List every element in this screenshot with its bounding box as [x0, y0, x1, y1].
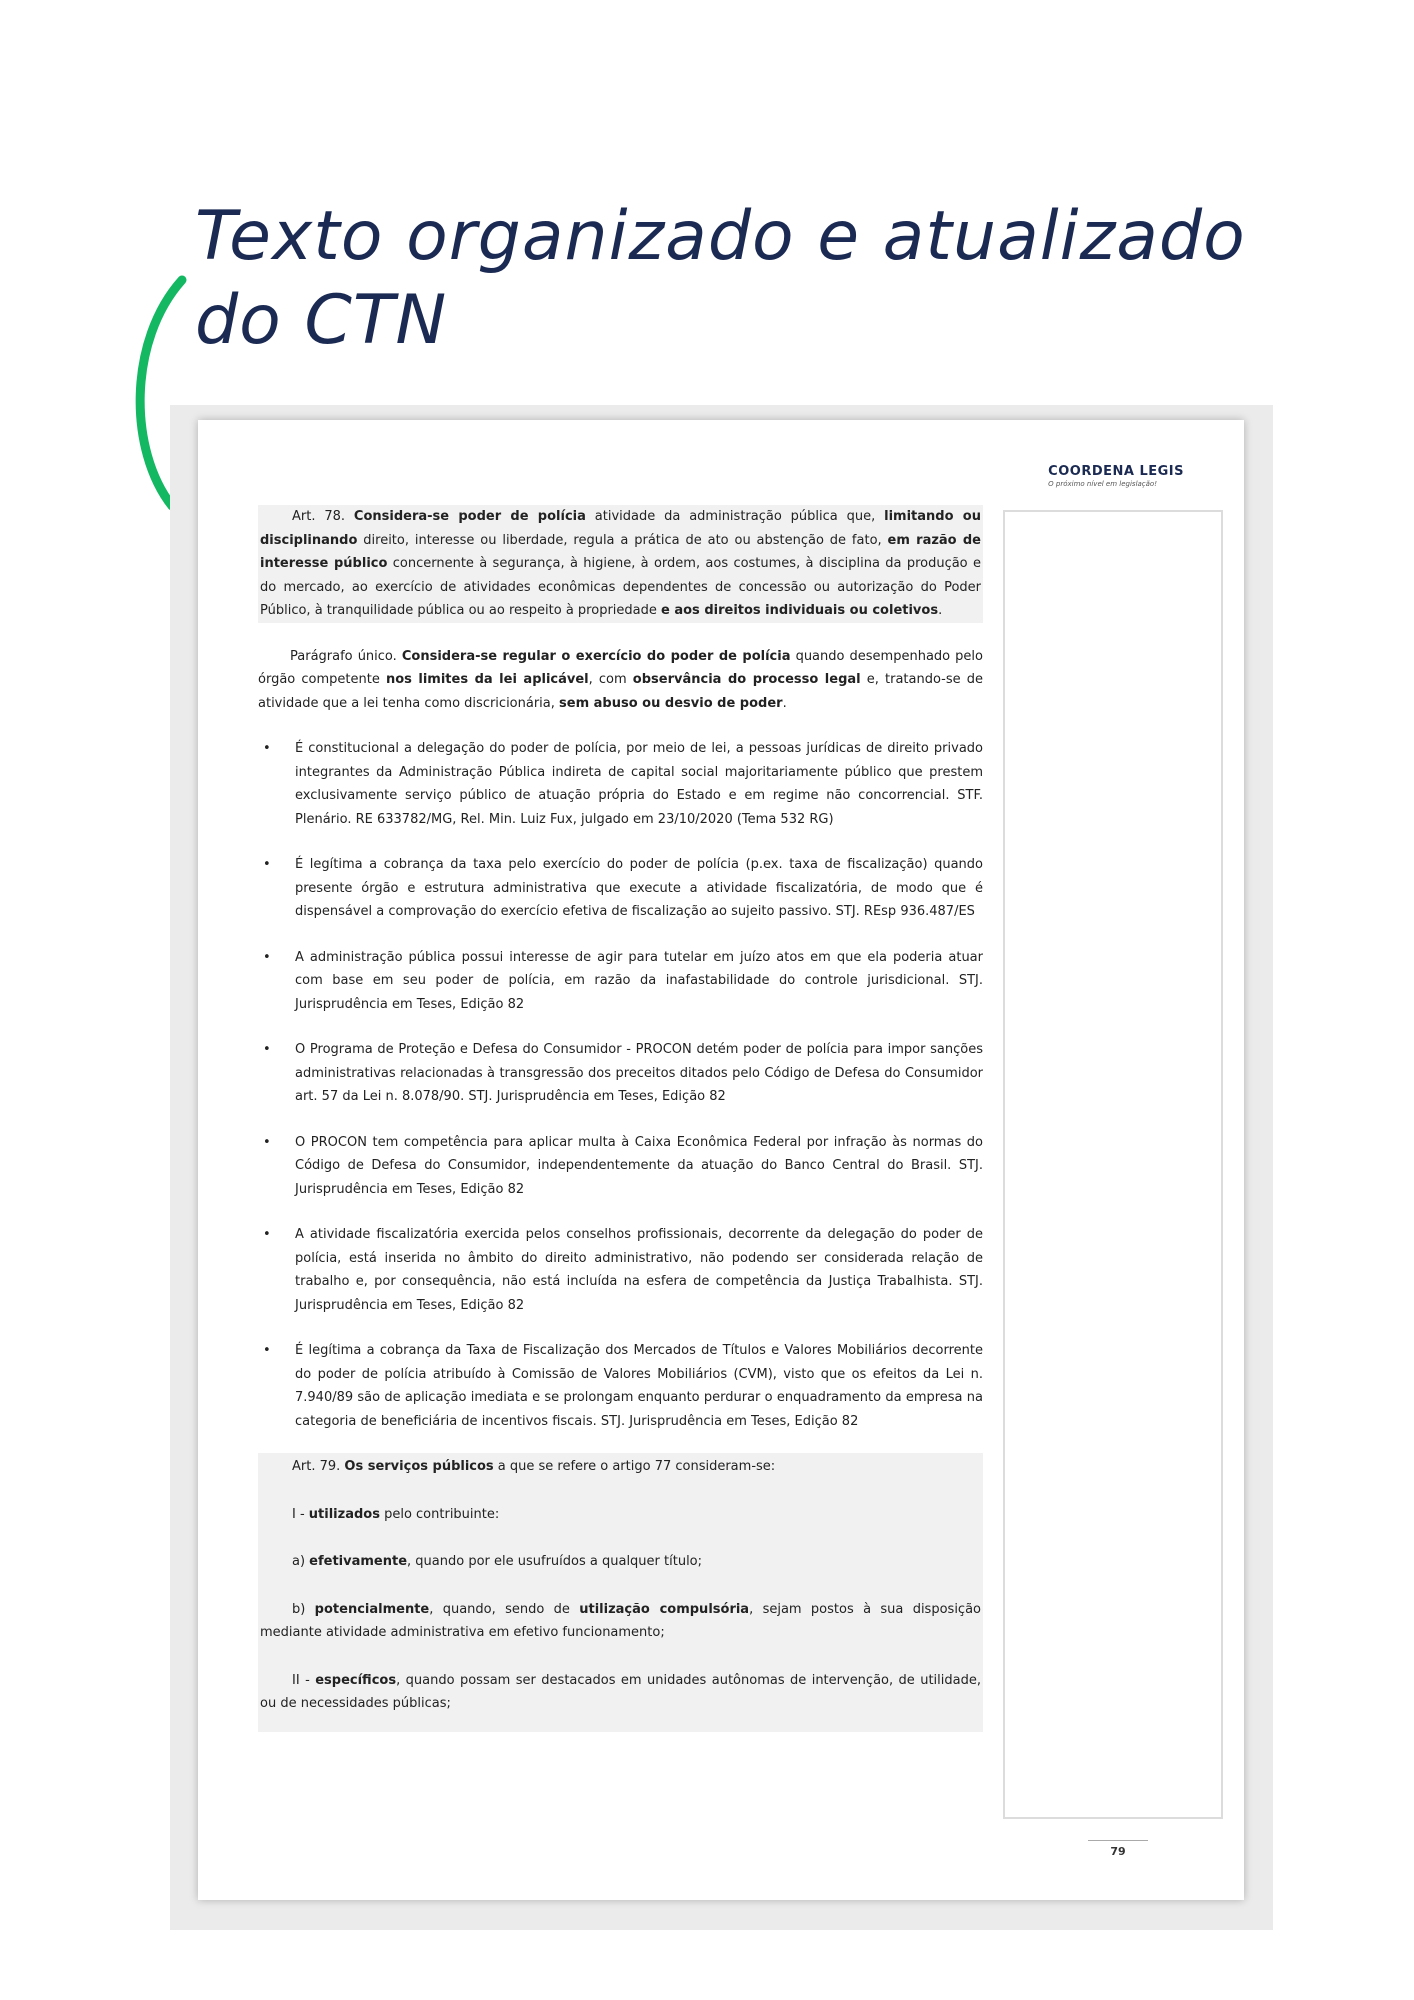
art-78-paragraph: Art. 78. Considera-se poder de polícia atividade da administração pública que, limitando ou disciplinando direito, interesse ou liberdade, regula a prática de ato ou abstenção de fato, em razão de interesse público concernente à segurança, à higiene, à ordem, aos costumes, à disciplina da produção e do mercado, ao exercício de atividades econômicas dependentes de concessão ou autorização do Poder Público, à tranquilidade pública ou ao respeito à propriedade e aos direitos individuais ou coletivos.	[260, 509, 981, 618]
headline-line-2: do CTN	[195, 281, 448, 360]
list-item: • O PROCON tem competência para aplicar multa à Caixa Econômica Federal por infração às normas do Código de Defesa do Consumidor, independentemente da atuação do Banco Central do Brasil. STJ. Jurisprudência em Teses, Edição 82	[258, 1131, 983, 1202]
art-79-item-i: I - utilizados pelo contribuinte:	[292, 1506, 500, 1522]
art-79-paragraph: Art. 79. Os serviços públicos a que se refere o artigo 77 consideram-se:	[292, 1459, 776, 1474]
headline-line-1: Texto organizado e atualizado	[195, 197, 1246, 276]
art-79-item-a: a) efetivamente, quando por ele usufruídos a qualquer título;	[292, 1554, 703, 1569]
page-number: 79	[1110, 1845, 1126, 1858]
brand-name: COORDENA LEGIS	[1048, 464, 1184, 479]
list-item: • É constitucional a delegação do poder de polícia, por meio de lei, a pessoas jurídicas de direito privado integrantes da Administração Pública indireta de capital social majoritariamente público que prestem exclusivamente serviço público de atuação própria do Estado e em regime não concorrencial. STF. Plenário. RE 633782/MG, Rel. Min. Luiz Fux, julgado em 23/10/2020 (Tema 532 RG)	[258, 737, 983, 831]
list-item: • A atividade fiscalizatória exercida pelos conselhos profissionais, decorrente da delegação do poder de polícia, está inserida no âmbito do direito administrativo, não podendo ser considerada relação de trabalho e, por consequência, não está incluída na esfera de competência da Justiça Trabalhista. STJ. Jurisprudência em Teses, Edição 82	[258, 1223, 983, 1317]
paragrafo-unico: Parágrafo único. Considera-se regular o exercício do poder de polícia quando desempenhado pelo órgão competente nos limites da lei aplicável, com observância do processo legal e, tratando-se de atividade que a lei tenha como discricionária, sem abuso ou desvio de poder.	[258, 648, 983, 711]
art-78-block	[258, 505, 983, 623]
art-79-item-b: b) potencialmente, quando, sendo de utilização compulsória, sejam postos à sua disposição mediante atividade administrativa em efetivo funcionamento;	[260, 1601, 981, 1640]
brand-tagline: O próximo nível em legislação!	[1048, 480, 1158, 488]
art-79-item-ii: II - específicos, quando possam ser destacados em unidades autônomas de intervenção, de utilidade, ou de necessidades públicas;	[260, 1672, 981, 1711]
document-content	[258, 505, 983, 1732]
list-item: • É legítima a cobrança da Taxa de Fiscalização dos Mercados de Títulos e Valores Mobiliários decorrente do poder de polícia atribuído à Comissão de Valores Mobiliários (CVM), visto que os efeitos da Lei n. 7.940/89 são de aplicação imediata e se prolongam enquanto perdurar o enquadramento da empresa na categoria de beneficiária de incentivos fiscais. STJ. Jurisprudência em Teses, Edição 82	[258, 1339, 983, 1433]
document-page	[198, 420, 1244, 1900]
headline	[195, 195, 1295, 363]
jurisprudence-list	[258, 737, 983, 1433]
art-79-block	[258, 1453, 983, 1732]
notes-column	[1003, 510, 1223, 1819]
list-item: • É legítima a cobrança da taxa pelo exercício do poder de polícia (p.ex. taxa de fiscalização) quando presente órgão e estrutura administrativa que execute a atividade fiscalizatória, de modo que é dispensável a comprovação do exercício efetiva de fiscalização ao sujeito passivo. STJ. REsp 936.487/ES	[258, 853, 983, 924]
brand-logo	[1048, 464, 1184, 488]
page-number-rule	[1088, 1840, 1148, 1841]
list-item: • A administração pública possui interesse de agir para tutelar em juízo atos em que ela poderia atuar com base em seu poder de polícia, em razão da inafastabilidade do controle jurisdicional. STJ. Jurisprudência em Teses, Edição 82	[258, 946, 983, 1017]
list-item: • O Programa de Proteção e Defesa do Consumidor - PROCON detém poder de polícia para impor sanções administrativas relacionadas à transgressão dos preceitos ditados pelo Código de Defesa do Consumidor art. 57 da Lei n. 8.078/90. STJ. Jurisprudência em Teses, Edição 82	[258, 1038, 983, 1109]
